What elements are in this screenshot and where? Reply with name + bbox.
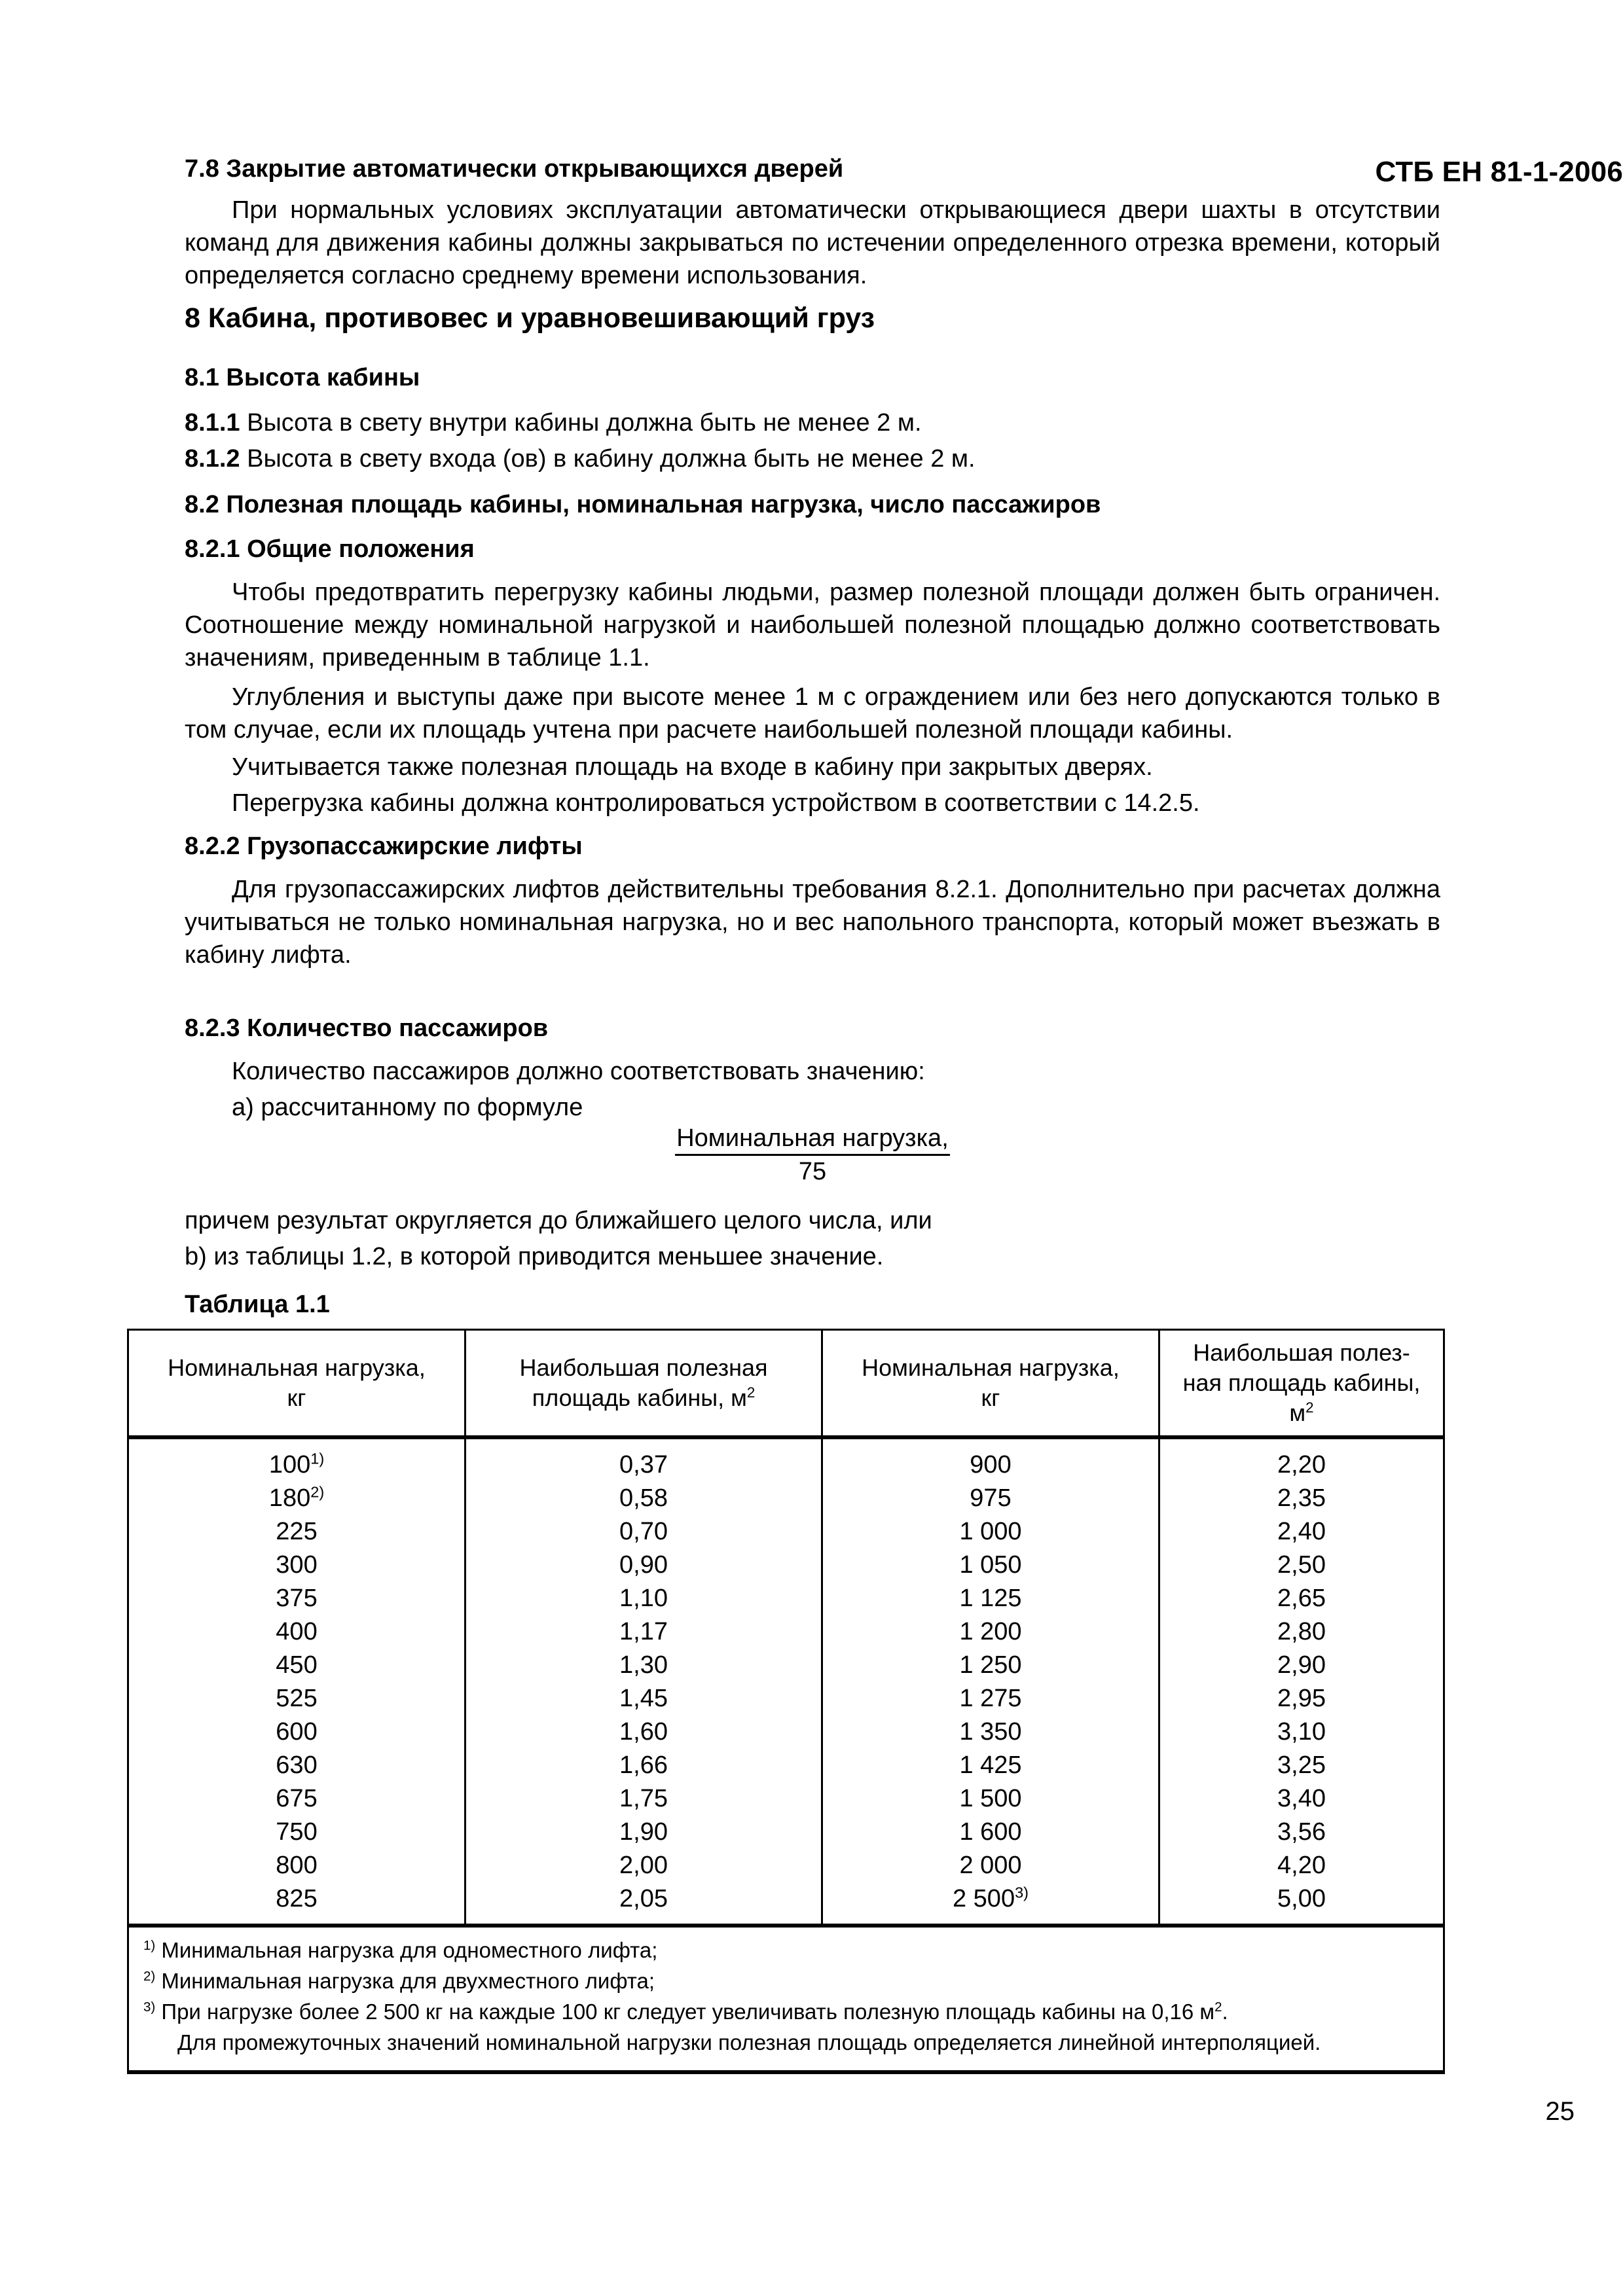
cell-nominal-load-right [822, 1749, 1159, 1782]
cell-value: 525 [276, 1685, 318, 1712]
footnote-2 [143, 1967, 1429, 1996]
table-row [128, 1816, 1444, 1849]
cell-value: 1,45 [619, 1685, 668, 1712]
column-header-max-area-left [465, 1330, 822, 1438]
cell-max-area-left [465, 1749, 822, 1782]
cell-value: 630 [276, 1751, 318, 1779]
paragraph-8-2-2-1: Для грузопассажирских лифтов действительны требования 8.2.1. Дополнительно при расчетах должна учитываться не только номинальная нагрузка, но и вес напольного транспорта, который может въезжать в кабину лифта. [185, 876, 1440, 969]
footnote-3 [143, 1998, 1429, 2026]
table-row [128, 1715, 1444, 1749]
cell-nominal-load-right [822, 1682, 1159, 1715]
cell-nominal-load-right [822, 1649, 1159, 1682]
footnote-3-text-end: . [1222, 1999, 1228, 2024]
table-footnotes [128, 1926, 1444, 2072]
cell-value: 1,17 [619, 1618, 668, 1645]
cell-nominal-load-left [128, 1882, 465, 1926]
heading-8-2-1: 8.2.1 Общие положения [185, 535, 475, 563]
footnote-3-superscript: 2 [1214, 1999, 1222, 2015]
table-1-1 [127, 1329, 1445, 2074]
cell-nominal-load-right [822, 1615, 1159, 1649]
cell-max-area-right [1159, 1715, 1444, 1749]
column-header-line-1: Наибольшая полез- [1193, 1338, 1410, 1366]
table-row [128, 1549, 1444, 1582]
paragraph-7-8: При нормальных условиях эксплуатации автоматически открывающиеся двери шахты в отсутствии команд для движения кабины должны закрываться по истечении определенного отрезка времени, который определяется согласно среднему времени использования. [185, 196, 1440, 290]
paragraph-8-2-1-3: Учитывается также полезная площадь на входе в кабину при закрытых дверях. [232, 753, 1153, 781]
cell-value: 2 500 [952, 1885, 1015, 1912]
table-body [128, 1437, 1444, 1926]
cell-max-area-right [1159, 1549, 1444, 1582]
cell-value: 3,40 [1277, 1785, 1326, 1812]
cell-max-area-left [465, 1515, 822, 1549]
cell-value: 1,60 [619, 1718, 668, 1746]
table-header [128, 1330, 1444, 1438]
cell-value: 5,00 [1277, 1885, 1326, 1912]
cell-nominal-load-left [128, 1649, 465, 1682]
cell-value: 100 [268, 1451, 311, 1479]
table-header-row [128, 1330, 1444, 1438]
cell-nominal-load-left [128, 1749, 465, 1782]
heading-8-1: 8.1 Высота кабины [185, 364, 420, 391]
cell-max-area-left [465, 1649, 822, 1682]
cell-max-area-right [1159, 1749, 1444, 1782]
cell-nominal-load-right [822, 1515, 1159, 1549]
column-header-line-2: площадь кабины, м [532, 1384, 747, 1411]
cell-max-area-left [465, 1682, 822, 1715]
cell-nominal-load-left [128, 1782, 465, 1816]
column-header-superscript: 2 [746, 1384, 756, 1401]
cell-max-area-right [1159, 1515, 1444, 1549]
table-row [128, 1649, 1444, 1682]
cell-max-area-right [1159, 1482, 1444, 1515]
table-row [128, 1615, 1444, 1649]
cell-value: 2,35 [1277, 1484, 1326, 1512]
paragraph-8-2-1-2: Углубления и выступы даже при высоте менее 1 м с ограждением или без него допускаются только в том случае, если их площадь учтена при расчете наибольшей полезной площади кабины. [185, 683, 1440, 744]
table-row [128, 1682, 1444, 1715]
cell-value: 3,10 [1277, 1718, 1326, 1746]
column-header-line-2: кг [981, 1384, 1000, 1411]
footnote-interpolation: Для промежуточных значений номинальной нагрузки полезная площадь определяется линейной интерполяцией. [177, 2030, 1321, 2054]
heading-8-2: 8.2 Полезная площадь кабины, номинальная нагрузка, число пассажиров [185, 491, 1101, 518]
column-header-line-2: кг [287, 1384, 306, 1411]
cell-value: 1,30 [619, 1651, 668, 1679]
cell-nominal-load-right [822, 1849, 1159, 1882]
cell-max-area-right [1159, 1582, 1444, 1615]
paragraph-8-2-1-4: Перегрузка кабины должна контролироваться устройством в соответствии с 14.2.5. [232, 789, 1200, 817]
cell-nominal-load-left [128, 1582, 465, 1615]
heading-8-2-3: 8.2.3 Количество пассажиров [185, 1014, 549, 1042]
cell-max-area-right [1159, 1649, 1444, 1682]
cell-footnote-marker: 1) [310, 1450, 325, 1467]
cell-value: 375 [276, 1585, 318, 1612]
cell-value: 0,70 [619, 1518, 668, 1545]
cell-nominal-load-right [822, 1582, 1159, 1615]
cell-nominal-load-left [128, 1682, 465, 1715]
column-header-max-area-right [1159, 1330, 1444, 1438]
cell-value: 180 [268, 1484, 311, 1512]
cell-value: 4,20 [1277, 1852, 1326, 1879]
cell-value: 1,10 [619, 1585, 668, 1612]
cell-value: 1 425 [959, 1751, 1022, 1779]
cell-nominal-load-right [822, 1549, 1159, 1582]
cell-value: 0,90 [619, 1551, 668, 1579]
column-header-nominal-load-right [822, 1330, 1159, 1438]
cell-max-area-left [465, 1615, 822, 1649]
cell-value: 450 [276, 1651, 318, 1679]
cell-max-area-right [1159, 1437, 1444, 1482]
table-row [128, 1515, 1444, 1549]
cell-max-area-right [1159, 1615, 1444, 1649]
cell-value: 2,90 [1277, 1651, 1326, 1679]
table-row [128, 1437, 1444, 1482]
cell-value: 600 [276, 1718, 318, 1746]
cell-value: 975 [970, 1484, 1012, 1512]
table-row [128, 1882, 1444, 1926]
cell-footnote-marker: 3) [1015, 1884, 1029, 1901]
cell-value: 1,75 [619, 1785, 668, 1812]
cell-value: 225 [276, 1518, 318, 1545]
column-header-line-2: ная площадь кабины, [1182, 1369, 1421, 1396]
formula-fraction [675, 1124, 950, 1186]
page-number: 25 [1545, 2097, 1575, 2126]
cell-max-area-right [1159, 1816, 1444, 1849]
cell-nominal-load-left [128, 1482, 465, 1515]
footnote-3-marker: 3) [143, 1999, 156, 2015]
cell-max-area-left [465, 1582, 822, 1615]
clause-8-1-1 [185, 406, 922, 439]
table-row [128, 1849, 1444, 1882]
clause-8-1-2-text: Высота в свету входа (ов) в кабину должна быть не менее 2 м. [247, 445, 976, 473]
cell-value: 1 000 [959, 1518, 1022, 1545]
cell-value: 750 [276, 1818, 318, 1846]
cell-value: 825 [276, 1885, 318, 1912]
cell-value: 2,80 [1277, 1618, 1326, 1645]
cell-value: 800 [276, 1852, 318, 1879]
cell-max-area-left [465, 1882, 822, 1926]
cell-value: 1 350 [959, 1718, 1022, 1746]
cell-max-area-left [465, 1482, 822, 1515]
cell-value: 400 [276, 1618, 318, 1645]
cell-nominal-load-left [128, 1816, 465, 1849]
cell-nominal-load-right [822, 1782, 1159, 1816]
cell-value: 2,65 [1277, 1585, 1326, 1612]
clause-8-1-2 [185, 442, 976, 475]
table-row [128, 1582, 1444, 1615]
heading-7-8: 7.8 Закрытие автоматически открывающихся дверей [185, 155, 844, 183]
cell-nominal-load-right [822, 1482, 1159, 1515]
cell-nominal-load-left [128, 1849, 465, 1882]
passenger-count-formula [185, 1124, 1440, 1186]
footnote-1-marker: 1) [143, 1938, 156, 1953]
paragraph-8-2-3-intro: Количество пассажиров должно соответствовать значению: [232, 1058, 925, 1085]
cell-value: 1 200 [959, 1618, 1022, 1645]
cell-value: 1 050 [959, 1551, 1022, 1579]
cell-nominal-load-right [822, 1816, 1159, 1849]
footnote-2-text: Минимальная нагрузка для двухместного лифта; [161, 1968, 655, 1993]
cell-footnote-marker: 2) [310, 1483, 325, 1501]
cell-value: 300 [276, 1551, 318, 1579]
cell-value: 2,05 [619, 1885, 668, 1912]
cell-nominal-load-right [822, 1882, 1159, 1926]
cell-value: 2,40 [1277, 1518, 1326, 1545]
formula-denominator: 75 [798, 1157, 827, 1185]
cell-max-area-left [465, 1816, 822, 1849]
cell-nominal-load-left [128, 1715, 465, 1749]
cell-value: 2,95 [1277, 1685, 1326, 1712]
table-footnotes-row [128, 1926, 1444, 2072]
cell-max-area-right [1159, 1882, 1444, 1926]
paragraph-after-formula: причем результат округляется до ближайшего целого числа, или [185, 1207, 932, 1234]
cell-value: 1 125 [959, 1585, 1022, 1612]
heading-8: 8 Кабина, противовес и уравновешивающий груз [185, 302, 875, 334]
cell-value: 1 275 [959, 1685, 1022, 1712]
column-header-line-1: Номинальная нагрузка, [168, 1354, 426, 1381]
cell-value: 1 250 [959, 1651, 1022, 1679]
cell-value: 1 500 [959, 1785, 1022, 1812]
cell-value: 900 [970, 1451, 1012, 1479]
clause-8-1-1-number: 8.1.1 [185, 409, 240, 437]
cell-max-area-left [465, 1782, 822, 1816]
cell-value: 2 000 [959, 1852, 1022, 1879]
column-header-line-1: Номинальная нагрузка, [862, 1354, 1120, 1381]
cell-value: 3,56 [1277, 1818, 1326, 1846]
clause-8-1-1-text: Высота в свету внутри кабины должна быть не менее 2 м. [247, 409, 922, 437]
document-header-standard-code: СТБ ЕН 81-1-2006 [1375, 156, 1623, 188]
cell-value: 675 [276, 1785, 318, 1812]
cell-value: 2,50 [1277, 1551, 1326, 1579]
table-row [128, 1782, 1444, 1816]
list-item-b: b) из таблицы 1.2, в которой приводится меньшее значение. [185, 1243, 884, 1270]
cell-value: 1 600 [959, 1818, 1022, 1846]
cell-max-area-left [465, 1849, 822, 1882]
cell-value: 1,90 [619, 1818, 668, 1846]
cell-value: 0,37 [619, 1451, 668, 1479]
footnote-1-text: Минимальная нагрузка для одноместного лифта; [161, 1938, 658, 1962]
cell-max-area-right [1159, 1782, 1444, 1816]
paragraph-8-2-1-1: Чтобы предотвратить перегрузку кабины людьми, размер полезной площади должен быть ограничен. Соотношение между номинальной нагрузкой и наибольшей полезной площадью должно соответствовать значениям, приведенным в таблице 1.1. [185, 579, 1440, 672]
cell-value: 2,00 [619, 1852, 668, 1879]
cell-nominal-load-left [128, 1437, 465, 1482]
table-row [128, 1482, 1444, 1515]
column-header-nominal-load-left [128, 1330, 465, 1438]
cell-nominal-load-left [128, 1549, 465, 1582]
cell-max-area-right [1159, 1682, 1444, 1715]
clause-8-1-2-number: 8.1.2 [185, 445, 240, 473]
cell-nominal-load-right [822, 1437, 1159, 1482]
footnote-2-marker: 2) [143, 1968, 156, 1984]
cell-nominal-load-left [128, 1515, 465, 1549]
cell-max-area-left [465, 1549, 822, 1582]
heading-8-2-2: 8.2.2 Грузопассажирские лифты [185, 833, 583, 860]
list-item-a: a) рассчитанному по формуле [232, 1094, 583, 1121]
table-footnotes-cell [128, 1926, 1444, 2072]
cell-nominal-load-left [128, 1615, 465, 1649]
cell-value: 2,20 [1277, 1451, 1326, 1479]
cell-value: 3,25 [1277, 1751, 1326, 1779]
cell-max-area-left [465, 1715, 822, 1749]
footnote-1 [143, 1937, 1429, 1965]
column-header-superscript: 2 [1305, 1399, 1314, 1416]
cell-value: 0,58 [619, 1484, 668, 1512]
column-header-line-1: Наибольшая полезная [519, 1354, 768, 1381]
table-caption: Таблица 1.1 [185, 1291, 330, 1318]
cell-value: 1,66 [619, 1751, 668, 1779]
table-row [128, 1749, 1444, 1782]
cell-nominal-load-right [822, 1715, 1159, 1749]
column-header-line-3: м [1289, 1399, 1306, 1427]
formula-numerator: Номинальная нагрузка, [675, 1124, 950, 1156]
footnote-3-text: При нагрузке более 2 500 кг на каждые 100 кг следует увеличивать полезную площадь кабины на 0,16 м [161, 1999, 1215, 2024]
cell-max-area-left [465, 1437, 822, 1482]
cell-max-area-right [1159, 1849, 1444, 1882]
